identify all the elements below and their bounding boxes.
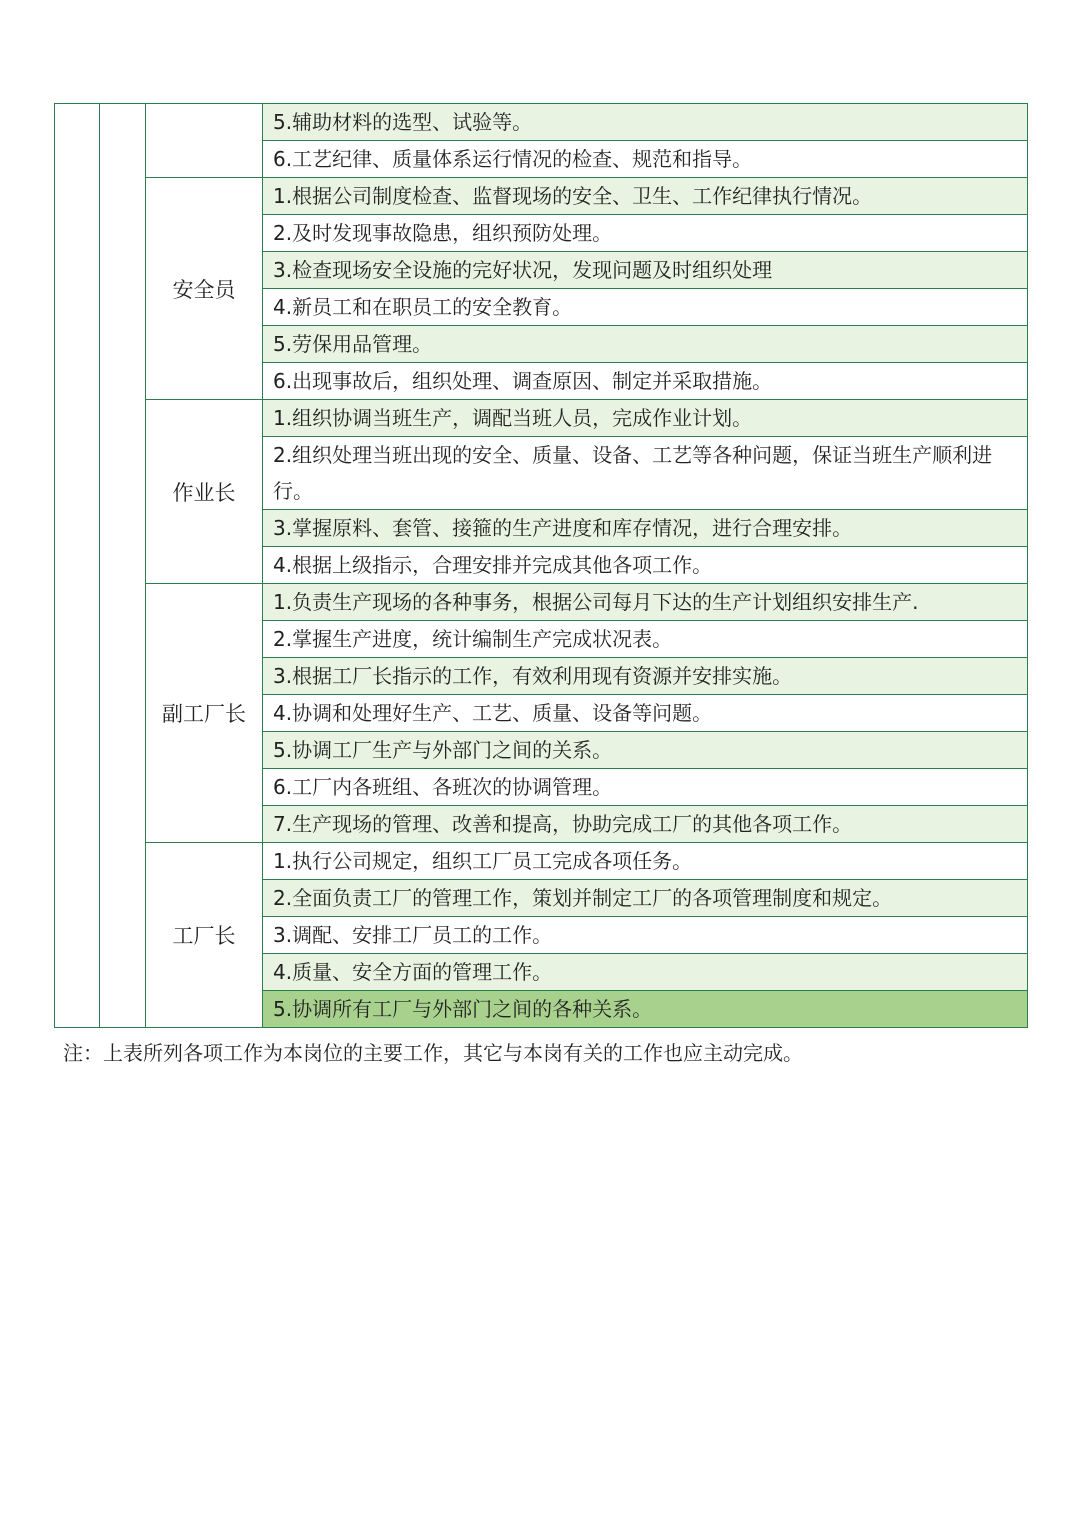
duty-cell: 3.调配、安排工厂员工的工作。 (263, 917, 1028, 954)
duty-cell: 1.执行公司规定，组织工厂员工完成各项任务。 (263, 843, 1028, 880)
table-row (55, 584, 1028, 621)
duty-cell: 5.协调工厂生产与外部门之间的关系。 (263, 732, 1028, 769)
duty-cell: 2.掌握生产进度，统计编制生产完成状况表。 (263, 621, 1028, 658)
role-cell-safety-officer: 安全员 (146, 178, 263, 400)
table-row (55, 178, 1028, 215)
section-column-cell (100, 104, 146, 1028)
duty-cell: 5.劳保用品管理。 (263, 326, 1028, 363)
duty-cell: 4.协调和处理好生产、工艺、质量、设备等问题。 (263, 695, 1028, 732)
duty-cell: 6.工艺纪律、质量体系运行情况的检查、规范和指导。 (263, 141, 1028, 178)
duty-table (54, 103, 1028, 1028)
duty-cell: 5.辅助材料的选型、试验等。 (263, 104, 1028, 141)
duty-cell: 3.根据工厂长指示的工作，有效利用现有资源并安排实施。 (263, 658, 1028, 695)
table-row (55, 843, 1028, 880)
role-cell-shift-leader: 作业长 (146, 400, 263, 584)
duty-cell: 3.检查现场安全设施的完好状况，发现问题及时组织处理 (263, 252, 1028, 289)
duty-cell: 2.及时发现事故隐患，组织预防处理。 (263, 215, 1028, 252)
table-row (55, 104, 1028, 141)
duty-cell: 6.工厂内各班组、各班次的协调管理。 (263, 769, 1028, 806)
duty-cell: 2.全面负责工厂的管理工作，策划并制定工厂的各项管理制度和规定。 (263, 880, 1028, 917)
role-cell (146, 104, 263, 178)
duty-cell: 4.根据上级指示，合理安排并完成其他各项工作。 (263, 547, 1028, 584)
table-row (55, 400, 1028, 437)
duty-cell: 1.根据公司制度检查、监督现场的安全、卫生、工作纪律执行情况。 (263, 178, 1028, 215)
role-cell-factory-manager: 工厂长 (146, 843, 263, 1028)
duty-cell: 1.负责生产现场的各种事务，根据公司每月下达的生产计划组织安排生产. (263, 584, 1028, 621)
duty-cell: 4.质量、安全方面的管理工作。 (263, 954, 1028, 991)
duty-cell: 1.组织协调当班生产，调配当班人员，完成作业计划。 (263, 400, 1028, 437)
duty-cell-highlighted: 5.协调所有工厂与外部门之间的各种关系。 (263, 991, 1028, 1028)
footnote: 注：上表所列各项工作为本岗位的主要工作，其它与本岗有关的工作也应主动完成。 (63, 1041, 803, 1065)
duty-cell: 4.新员工和在职员工的安全教育。 (263, 289, 1028, 326)
duty-cell: 6.出现事故后，组织处理、调查原因、制定并采取措施。 (263, 363, 1028, 400)
duty-cell: 2.组织处理当班出现的安全、质量、设备、工艺等各种问题，保证当班生产顺利进行。 (263, 437, 1028, 510)
duty-cell: 3.掌握原料、套管、接箍的生产进度和库存情况，进行合理安排。 (263, 510, 1028, 547)
department-column-cell (55, 104, 100, 1028)
role-cell-deputy-factory-manager: 副工厂长 (146, 584, 263, 843)
duty-cell: 7.生产现场的管理、改善和提高，协助完成工厂的其他各项工作。 (263, 806, 1028, 843)
